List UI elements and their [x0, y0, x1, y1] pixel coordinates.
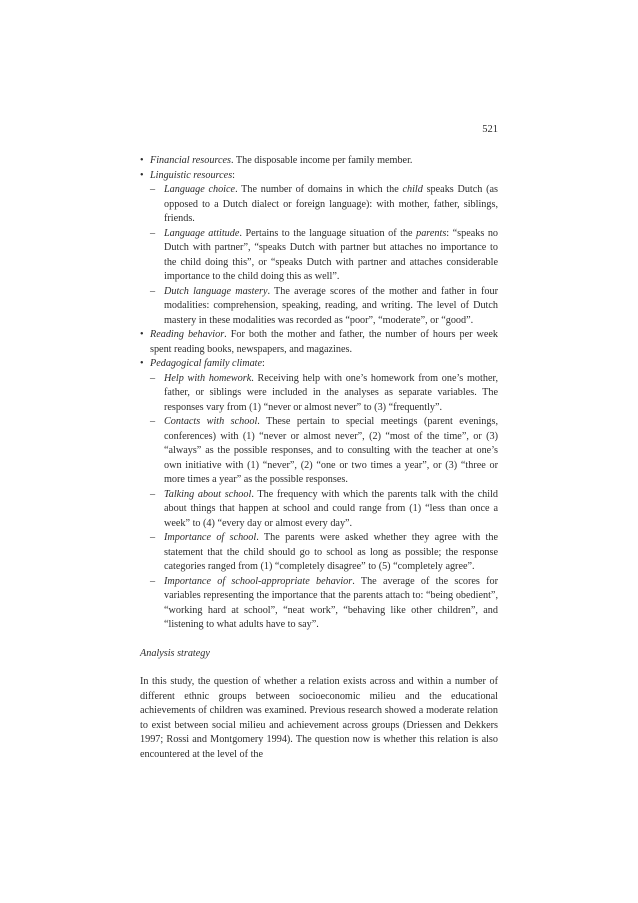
item-term: Importance of school-appropriate behavior	[164, 575, 353, 587]
item-term: Linguistic resources	[150, 169, 233, 181]
page-number: 521	[482, 124, 498, 135]
sub-item-importance-of-behavior	[140, 575, 498, 633]
list-item-linguistic-resources	[140, 169, 498, 184]
body-text	[140, 154, 498, 762]
sub-item-language-choice	[140, 183, 498, 227]
item-term: Financial resources	[150, 155, 232, 166]
sub-item-dutch-language-mastery	[140, 285, 498, 329]
list-item-financial-resources	[140, 154, 498, 169]
item-text: . Receiving help with one’s homework from one’s mother, father, or siblings were included in the analyses as separate variables. The responses vary from (1) “never or almost never” to (3) “frequently”.	[164, 372, 498, 413]
item-term: Language attitude	[164, 227, 240, 239]
item-text: . These pertain to special meetings (parent evenings, conferences) with (1) “never or almost never”, (2) “most of the time”, or (3) “always” as the possible responses, and to consulting with the teacher at one’s own initiative with (1) “never”, (2) “one or two times a year”, or (3) “three or more times a year” as the possible responses.	[164, 416, 498, 485]
sub-item-language-attitude	[140, 227, 498, 285]
item-text: . The average of the scores for variables representing the importance that the parents attach to: “being obedient”, “working hard at school”, “neat work”, “behaving like other children”, and “listening to what adults have to say”.	[164, 575, 499, 630]
item-term: Help with homework	[164, 372, 252, 384]
item-term: Reading behavior	[150, 329, 225, 340]
item-text: . For both the mother and father, the number of hours per week spent reading books, newspapers, and magazines.	[150, 329, 499, 355]
item-term: Dutch language mastery	[164, 285, 268, 297]
list-item-pedagogical-family-climate	[140, 357, 498, 372]
item-term-emphasis: parents	[416, 227, 447, 239]
item-term: Talking about school	[164, 488, 252, 500]
item-text: speaks Dutch (as opposed to a Dutch dialect or foreign language): with mother, father, siblings, friends.	[164, 184, 498, 224]
item-term: Contacts with school	[164, 416, 258, 427]
item-text: : “speaks no Dutch with partner”, “speaks Dutch with partner but attaches no importance to the child doing this”, or “speaks Dutch with partner and attaches considerable importance to the child doing this as well”.	[164, 227, 499, 282]
sub-item-talking-about-school	[140, 488, 498, 532]
item-term: Pedagogical family climate	[150, 358, 263, 369]
item-text: . The frequency with which the parents talk with the child about things that happen at school and could range from (1) “less than once a week” to (4) “every day or almost every day”.	[164, 488, 498, 529]
item-text: . The parents were asked whether they agree with the statement that the child should go to school as long as possible; the response categories ranged from (1) “completely disagree” to (5) “completely agree”.	[164, 532, 498, 572]
sub-item-contacts-with-school	[140, 415, 498, 488]
sub-item-help-with-homework	[140, 372, 498, 416]
list-item-reading-behavior	[140, 328, 498, 357]
item-term: Language choice	[164, 184, 236, 195]
item-term-emphasis: child	[402, 184, 423, 195]
paragraph: In this study, the question of whether a relation exists across and within a number of different ethnic groups between socioeconomic milieu and the educational achievements of children was examined. Previous research showed a moderate relation to exist between social milieu and achievement across groups (Driessen and Dekkers 1997; Rossi and Montgomery 1994). The question now is whether this relation is also encountered at the level of the	[140, 676, 498, 760]
section-heading: Analysis strategy	[140, 647, 210, 659]
item-text: . Pertains to the language situation of the	[239, 227, 417, 239]
item-text: . The average scores of the mother and father in four modalities: comprehension, speaking, reading, and writing. The level of Dutch mastery in these modalities was recorded as “poor”, “moderate”, or “good”.	[164, 285, 498, 326]
item-text: . The disposable income per family member.	[231, 155, 413, 166]
item-text: :	[232, 169, 235, 181]
item-term: Importance of school	[164, 532, 257, 543]
item-text: :	[262, 358, 265, 369]
sub-item-importance-of-school	[140, 531, 498, 575]
item-text: . The number of domains in which the	[235, 184, 403, 195]
